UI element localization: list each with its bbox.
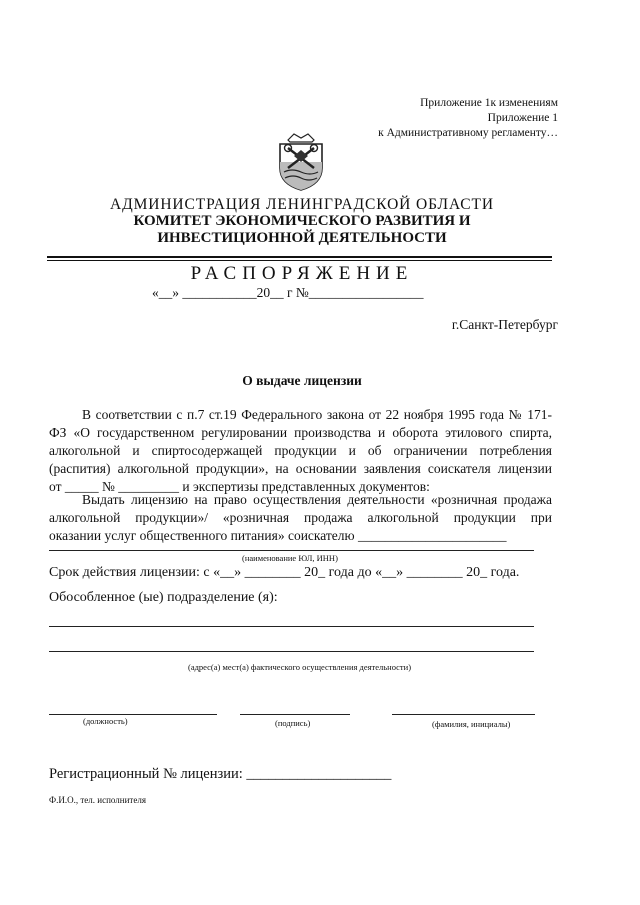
subdivision-line-2 (49, 651, 534, 652)
signature-caption: (подпись) (275, 718, 311, 728)
paragraph-decision (49, 491, 552, 545)
executor-label: Ф.И.О., тел. исполнителя (49, 795, 146, 805)
address-caption: (адрес(а) мест(а) фактического осуществления деятельности) (188, 662, 412, 672)
name-initials-caption: (фамилия, инициалы) (432, 719, 511, 729)
paragraph-line: (распития) алкогольной продукции», на основании заявления соискателя лицензии (49, 461, 552, 476)
paragraph-basis (49, 406, 552, 496)
signature-line (240, 714, 350, 715)
paragraph-line: алкогольной и спиртосодержащей продукции и об ограничении потребления (49, 443, 552, 458)
committee-title-line-2: ИНВЕСТИЦИОННОЙ ДЕЯТЕЛЬНОСТИ (157, 230, 447, 246)
paragraph-line: от _____ № _________ и экспертизы представленных документов: (49, 479, 430, 494)
order-city: г.Санкт-Петербург (451, 317, 558, 332)
applicant-name-caption: (наименование ЮЛ, ИНН) (242, 553, 338, 563)
appendix-line-1: Приложение 1к изменениям (420, 97, 558, 109)
registration-number-line: Регистрационный № лицензии: ____________________ (49, 766, 392, 782)
paragraph-line: оказании услуг общественного питания» соискателю ______________________ (49, 528, 507, 543)
header-rule-thin (47, 260, 552, 261)
committee-title-line-1: КОМИТЕТ ЭКОНОМИЧЕСКОГО РАЗВИТИЯ И (133, 213, 471, 229)
position-caption: (должность) (83, 716, 128, 726)
administration-title: АДМИНИСТРАЦИЯ ЛЕНИНГРАДСКОЙ ОБЛАСТИ (110, 196, 494, 213)
applicant-name-line (49, 550, 534, 551)
header-rule-thick (47, 256, 552, 258)
name-initials-line (392, 714, 535, 715)
license-validity-line: Срок действия лицензии: с «__» ________ 20_ года до «__» ________ 20_ года. (49, 565, 520, 580)
order-date-number-line: «__» ___________20__ г №_________________ (152, 285, 424, 300)
paragraph-line: ФЗ «О государственном регулировании производства и оборота этилового спирта, (49, 425, 552, 440)
paragraph-line: Выдать лицензию на право осуществления деятельности «розничная продажа (82, 492, 552, 507)
coat-of-arms-icon (274, 132, 328, 192)
order-subject: О выдаче лицензии (242, 373, 362, 388)
subdivision-line-1 (49, 626, 534, 627)
appendix-line-3: к Административному регламенту… (378, 127, 558, 139)
position-line (49, 714, 217, 715)
subdivision-label: Обособленное (ые) подразделение (я): (49, 590, 278, 605)
appendix-line-2: Приложение 1 (487, 112, 558, 124)
order-title: РАСПОРЯЖЕНИЕ (190, 263, 414, 284)
paragraph-line: алкогольной продукции»/ «розничная продажа алкогольной продукции при (49, 510, 552, 525)
paragraph-line: В соответствии с п.7 ст.19 Федерального закона от 22 ноября 1995 года № 171- (82, 407, 552, 422)
